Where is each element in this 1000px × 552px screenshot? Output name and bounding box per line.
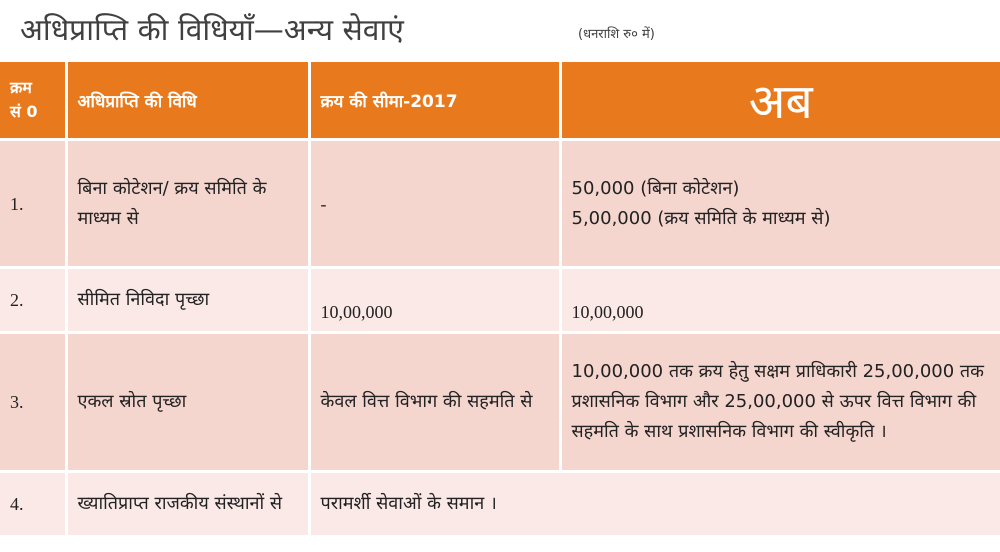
header-serial-number — [0, 62, 66, 140]
header-method: अधिप्राप्ति की विधि — [66, 62, 309, 140]
row-limit-2017: - — [309, 140, 560, 268]
header-limit-2017: क्रय की सीमा-2017 — [309, 62, 560, 140]
row-method: ख्यातिप्राप्त राजकीय संस्थानों से — [66, 472, 309, 536]
row-limit-2017: 10,00,000 — [309, 268, 560, 333]
table-header-row — [0, 62, 1000, 140]
table-row — [0, 333, 1000, 472]
header-serial-line1: क्रम — [10, 78, 32, 97]
row-method: बिना कोटेशन/ क्रय समिति के माध्यम से — [66, 140, 309, 268]
row-serial: 1. — [0, 140, 66, 268]
page-title: अधिप्राप्ति की विधियाँ—अन्य सेवाएं — [20, 13, 404, 48]
row-method: सीमित निविदा पृच्छा — [66, 268, 309, 333]
header-now: अब — [560, 62, 1000, 140]
row-serial: 2. — [0, 268, 66, 333]
table-row — [0, 472, 1000, 536]
row-limit-2017: केवल वित्त विभाग की सहमति से — [309, 333, 560, 472]
row-now-line1: 50,000 (बिना कोटेशन) — [571, 177, 740, 199]
row-now — [560, 140, 1000, 268]
row-now: 10,00,000 तक क्रय हेतु सक्षम प्राधिकारी 25,00,000 तक प्रशासनिक विभाग और 25,00,000 से ऊपर वित्त विभाग की सहमति के साथ प्रशासनिक विभाग की स्वीकृति । — [560, 333, 1000, 472]
row-now: 10,00,000 — [560, 268, 1000, 333]
row-serial: 3. — [0, 333, 66, 472]
procurement-table — [0, 62, 1000, 535]
currency-note: (धनराशि रु० में) — [578, 27, 655, 42]
table-row — [0, 268, 1000, 333]
row-method: एकल स्रोत पृच्छा — [66, 333, 309, 472]
table-row — [0, 140, 1000, 268]
header-serial-line2: सं 0 — [10, 102, 38, 121]
row-serial: 4. — [0, 472, 66, 536]
row-now-line2: 5,00,000 (क्रय समिति के माध्यम से) — [571, 207, 831, 229]
row-merged-cell: परामर्शी सेवाओं के समान । — [309, 472, 1000, 536]
